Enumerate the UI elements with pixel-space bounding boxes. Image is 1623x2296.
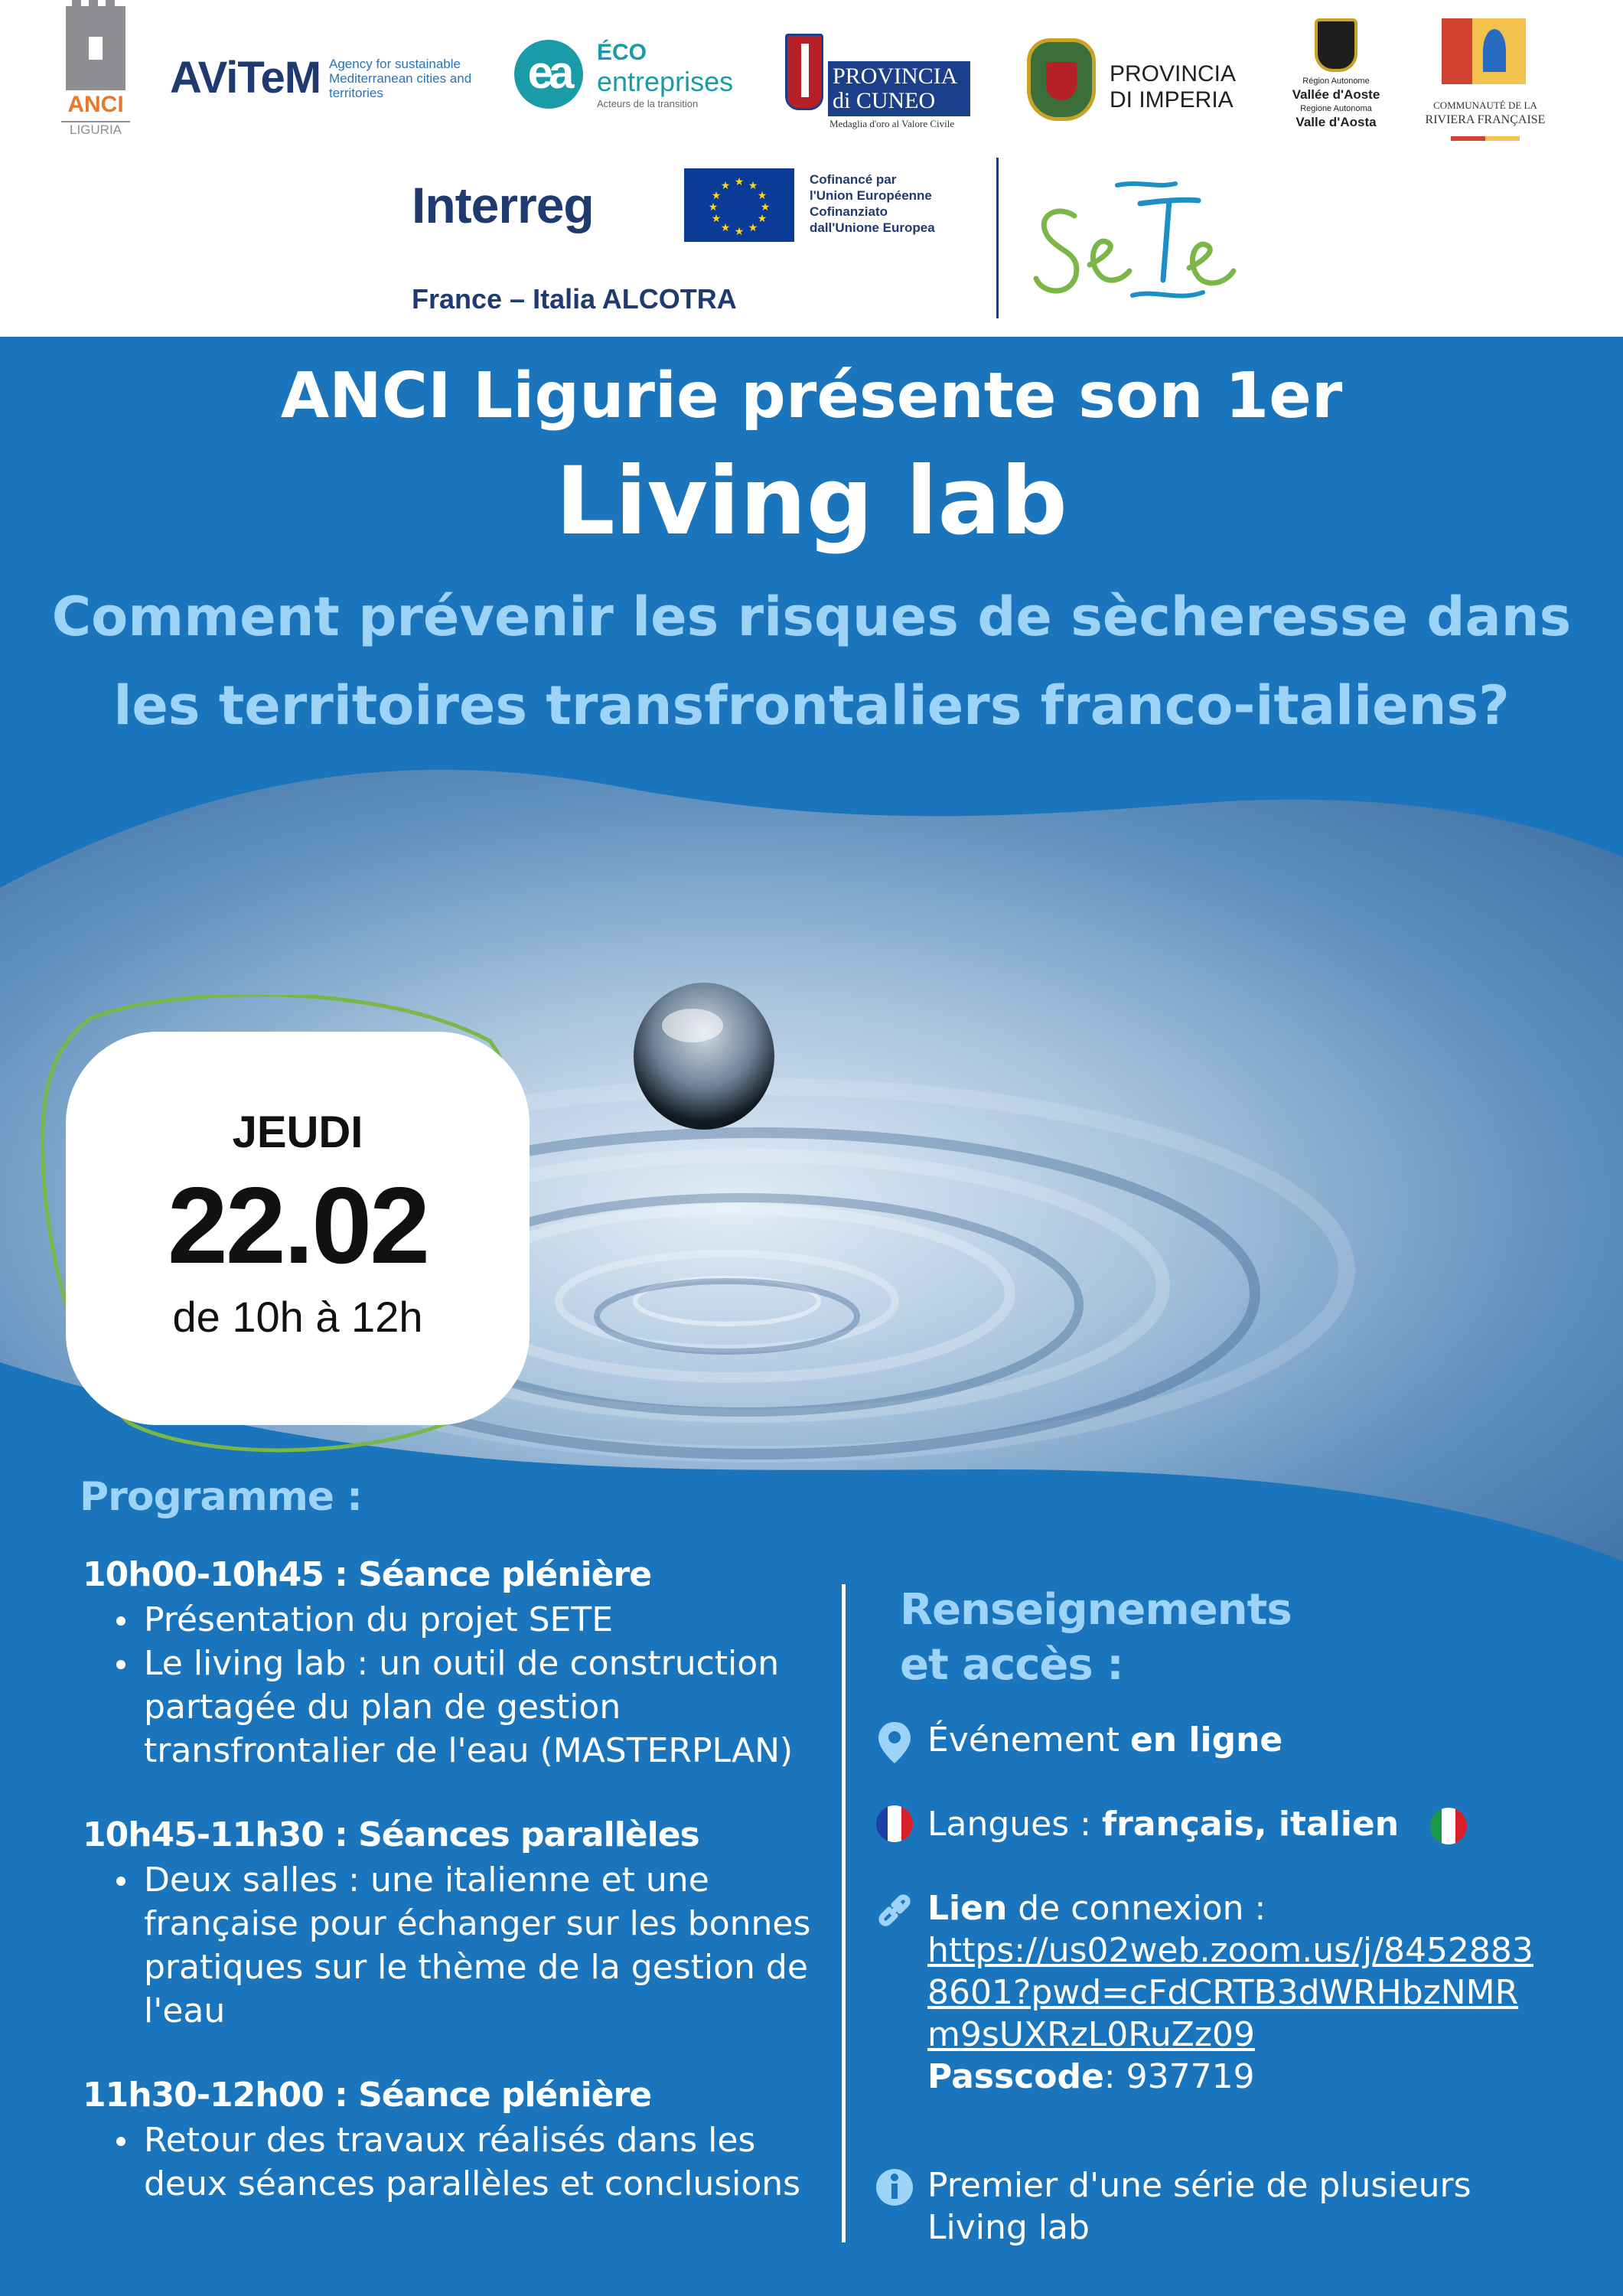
programme-title: Programme : [80,1474,362,1520]
passcode-value: : 937719 [1103,2057,1255,2096]
event-mode-value: en ligne [1129,1720,1283,1760]
eco-line3: Acteurs de la transition [597,98,699,109]
languages-text [927,1803,1586,1847]
svg-text:★: ★ [720,180,731,192]
info-link [874,1887,1563,2132]
link-label [927,1887,1586,1929]
provincia-cuneo-logo [782,31,975,130]
tower-icon [66,6,125,90]
vallee-aoste-logo [1282,18,1390,141]
session-items [112,2118,831,2206]
link-icon [874,1887,915,1933]
event-mode-prefix: Événement [927,1720,1130,1760]
imperia-name: PROVINCIA DI IMPERIA [1110,61,1235,113]
logo-divider [996,158,999,318]
svg-text:★: ★ [734,176,745,188]
info-note [874,2164,1563,2256]
svg-text:★: ★ [734,226,745,238]
interreg-logo: Interreg [412,177,594,233]
event-day: JEUDI [232,1107,363,1157]
event-title-line1: ANCI Ligurie présente son 1er [280,360,1343,432]
anci-logo-subtext: LIGURIA [61,121,130,138]
france-flag-icon [874,1803,915,1844]
eco-line1: ÉCO [597,40,647,65]
list-item: Retour des travaux réalisés dans les deux séances parallèles et conclusions [112,2118,831,2206]
eco-line2: entreprises [597,66,734,97]
avitem-name: AViTeM [170,53,321,103]
svg-text:★: ★ [757,213,768,225]
svg-text:★: ★ [711,190,722,202]
eu-line2: l'Union Européenne [810,188,932,203]
location-pin-icon [874,1719,915,1765]
session-items [112,1598,831,1773]
svg-text:★: ★ [711,213,722,225]
aoste-line3: Regione Autonoma [1300,104,1372,113]
ea-mark: ea [514,40,583,109]
link-label-rest: de connexion : [1007,1889,1266,1928]
eu-line1: Cofinancé par [810,172,897,187]
session-heading: 10h45-11h30 : Séances parallèles [83,1815,699,1854]
info-icon [874,2164,915,2210]
eu-cofinancing-text [810,171,978,236]
list-item: Deux salles : une italienne et une française pour échanger sur les bonnes pratiques sur le thème de la gestion de l'eau [112,1858,831,2033]
provincia-imperia-logo [1027,38,1256,130]
languages-value: français, italien [1101,1805,1400,1844]
svg-text:★: ★ [708,201,719,214]
aoste-line4: Valle d'Aosta [1295,115,1377,129]
zoom-link[interactable]: https://us02web.zoom.us/j/84528838601?pwd=cFdCRTB3dWRHbzNMRm9sUXRzL0RuZz09 [927,1931,1533,2054]
info-title: Renseignements et accès : [900,1585,1292,1690]
info-event [874,1719,1563,1765]
anci-logo-text: ANCI [67,92,124,117]
column-divider [842,1584,846,2242]
crest-icon [1027,38,1096,121]
event-question: Comment prévenir les risques de sècheresse dans les territoires transfrontaliers franco-italiens? [51,585,1572,737]
alcotra-label: France – Italia ALCOTRA [412,283,737,315]
list-item: Présentation du projet SETE [112,1598,831,1642]
session-heading: 10h00-10h45 : Séance plénière [83,1555,652,1594]
anci-liguria-logo [61,6,130,156]
riviera-line2: RIVIERA FRANÇAISE [1425,113,1546,126]
riviera-line1: COMMUNAUTÉ DE LA [1433,99,1537,111]
svg-text:★: ★ [748,180,758,192]
series-note: Premier d'une série de plusieurs Living lab [927,2166,1471,2247]
aoste-line1: Région Autonome [1302,77,1370,86]
riviera-bar [1451,136,1520,141]
link-block [927,1887,1586,2098]
svg-text:★: ★ [720,222,731,234]
eu-line4: dall'Unione Europea [810,220,935,235]
passcode-label: Passcode [927,2057,1104,2096]
session-heading: 11h30-12h00 : Séance plénière [83,2076,652,2115]
eu-line3: Cofinanziato [810,204,888,219]
event-mode [927,1719,1586,1761]
riviera-emblem-icon [1442,18,1526,84]
avitem-tagline: Agency for sustainable Mediterranean cities and territories [329,57,472,100]
sete-logo [1025,173,1247,318]
event-title-main: Living lab [555,447,1068,556]
shield-icon [785,34,823,110]
cuneo-name: PROVINCIA di CUNEO [828,61,970,116]
logo-header [0,0,1623,337]
list-item: Le living lab : un outil de construction partagée du plan de gestion transfrontalier de l'eau (MASTERPLAN) [112,1642,831,1773]
crest-icon [1315,18,1357,72]
languages-prefix: Langues : [927,1805,1102,1844]
cuneo-caption: Medaglia d'oro al Valore Civile [829,118,955,129]
info-languages [874,1803,1563,1849]
session-items [112,1858,831,2033]
svg-text:★: ★ [757,190,768,202]
passcode [927,2056,1586,2098]
eco-entreprises-logo [514,37,744,121]
event-hours: de 10h à 12h [172,1293,423,1341]
svg-text:★: ★ [748,222,758,234]
italy-flag-icon [1428,1805,1469,1847]
eu-flag-icon [684,168,794,242]
riviera-francaise-logo [1420,18,1550,141]
svg-text:★: ★ [760,201,771,214]
aoste-line2: Vallée d'Aoste [1292,87,1380,102]
avitem-logo [170,47,491,116]
event-date: 22.02 [167,1165,429,1287]
link-label-bold: Lien [927,1889,1008,1928]
